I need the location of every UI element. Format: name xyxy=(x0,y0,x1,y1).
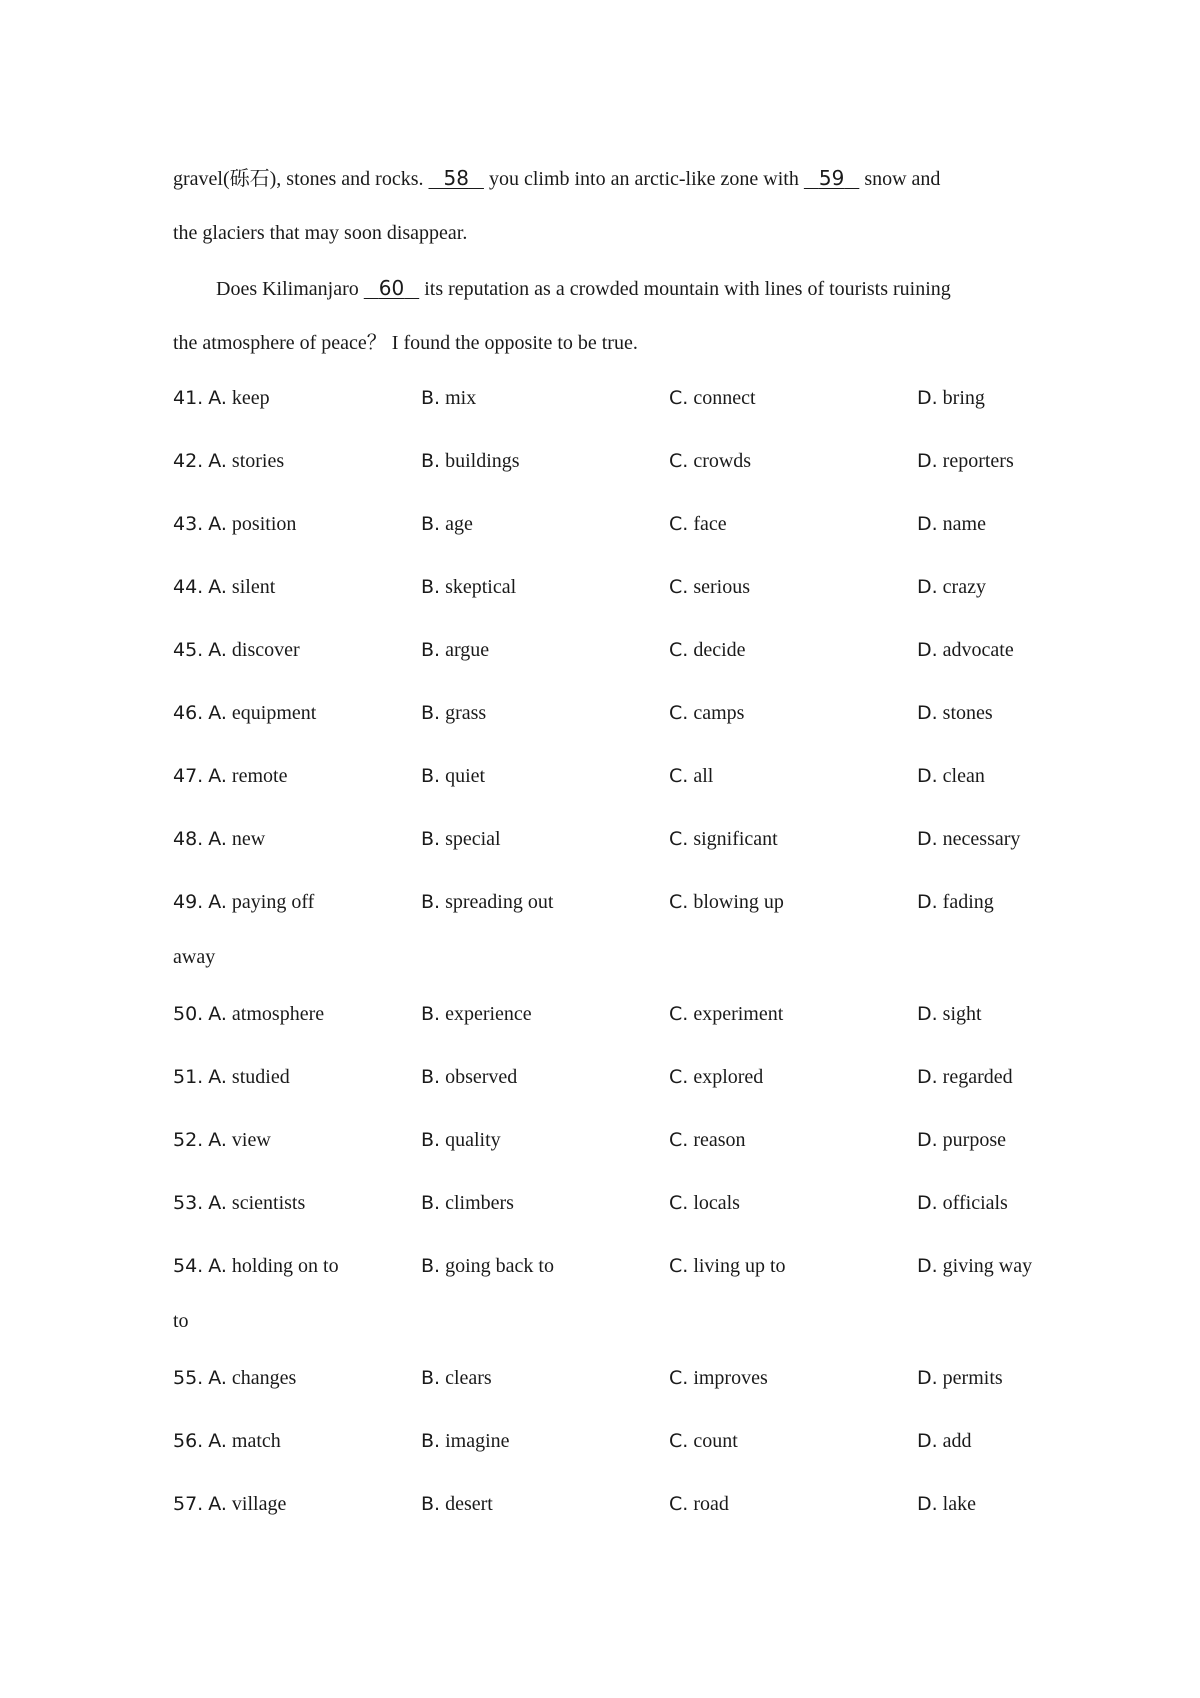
question-row xyxy=(173,825,1053,853)
option-letter: B. xyxy=(421,828,441,850)
question-number: 46. xyxy=(173,702,204,724)
option-letter: D. xyxy=(917,1493,938,1515)
option-text: experiment xyxy=(693,1003,784,1025)
option-text: scientists xyxy=(231,1192,306,1214)
blank-58: 58 xyxy=(443,166,469,190)
option-b xyxy=(421,1126,501,1154)
option-a xyxy=(173,888,314,916)
option-d xyxy=(917,1063,1013,1091)
option-d xyxy=(917,825,1020,853)
option-text: quiet xyxy=(445,765,486,787)
option-letter: A. xyxy=(208,1367,227,1389)
option-letter: A. xyxy=(208,828,227,850)
option-letter: D. xyxy=(917,828,938,850)
option-letter: B. xyxy=(421,1367,441,1389)
option-letter: C. xyxy=(669,765,689,787)
option-text: village xyxy=(231,1493,287,1515)
question-number: 52. xyxy=(173,1129,204,1151)
option-d xyxy=(917,888,994,916)
option-b xyxy=(421,825,501,853)
option-letter: A. xyxy=(208,1129,227,1151)
option-text: road xyxy=(693,1493,729,1515)
option-letter: C. xyxy=(669,513,689,535)
option-letter: B. xyxy=(421,1192,441,1214)
option-c xyxy=(669,1126,746,1154)
question-number: 51. xyxy=(173,1066,204,1088)
question-row xyxy=(173,1364,1053,1392)
option-letter: A. xyxy=(208,765,227,787)
option-letter: A. xyxy=(208,387,227,409)
option-b xyxy=(421,1063,517,1091)
question-number: 43. xyxy=(173,513,204,535)
option-text: crowds xyxy=(693,450,752,472)
option-text: clean xyxy=(942,765,985,787)
option-c xyxy=(669,1427,738,1455)
option-text: reason xyxy=(693,1129,746,1151)
option-letter: B. xyxy=(421,639,441,661)
option-letter: C. xyxy=(669,1192,689,1214)
passage-text: gravel(砾石), stones and rocks. xyxy=(173,168,429,190)
option-c xyxy=(669,384,756,412)
option-letter: B. xyxy=(421,576,441,598)
option-text: skeptical xyxy=(445,576,517,598)
question-row xyxy=(173,1000,1053,1028)
option-c xyxy=(669,1252,786,1280)
option-letter: B. xyxy=(421,891,441,913)
option-text: age xyxy=(445,513,473,535)
question-number: 57. xyxy=(173,1493,204,1515)
option-d xyxy=(917,573,986,601)
option-letter: C. xyxy=(669,702,689,724)
option-text: discover xyxy=(231,639,300,661)
option-text: mix xyxy=(445,387,477,409)
option-letter: C. xyxy=(669,576,689,598)
option-text: imagine xyxy=(445,1430,510,1452)
question-row xyxy=(173,1252,1053,1280)
option-letter: D. xyxy=(917,1003,938,1025)
option-a xyxy=(173,447,284,475)
question-number: 42. xyxy=(173,450,204,472)
option-letter: B. xyxy=(421,1430,441,1452)
option-text: face xyxy=(693,513,727,535)
option-text: holding on to xyxy=(231,1255,339,1277)
option-letter: B. xyxy=(421,513,441,535)
option-b xyxy=(421,699,486,727)
option-letter: D. xyxy=(917,891,938,913)
option-text: studied xyxy=(231,1066,290,1088)
option-d xyxy=(917,1364,1003,1392)
option-text: going back to xyxy=(445,1255,554,1277)
question-number: 53. xyxy=(173,1192,204,1214)
passage-line-2: the glaciers that may soon disappear. xyxy=(173,222,468,244)
option-letter: A. xyxy=(208,1192,227,1214)
question-number: 48. xyxy=(173,828,204,850)
passage-line-4: the atmosphere of peace？ I found the opposite to be true. xyxy=(173,332,638,354)
option-d xyxy=(917,510,986,538)
option-text: argue xyxy=(445,639,490,661)
passage-text: its reputation as a crowded mountain with lines of tourists ruining xyxy=(419,278,951,300)
option-d xyxy=(917,1427,972,1455)
question-row xyxy=(173,384,1053,412)
option-a xyxy=(173,1063,290,1091)
option-text: giving way xyxy=(942,1255,1033,1277)
option-letter: D. xyxy=(917,639,938,661)
option-a xyxy=(173,510,296,538)
option-letter: D. xyxy=(917,1367,938,1389)
option-c xyxy=(669,1364,768,1392)
option-text: count xyxy=(693,1430,738,1452)
question-row xyxy=(173,1189,1053,1217)
question-row xyxy=(173,888,1053,916)
question-row xyxy=(173,762,1053,790)
option-text: camps xyxy=(693,702,745,724)
option-text: living up to xyxy=(693,1255,786,1277)
option-letter: C. xyxy=(669,639,689,661)
option-a xyxy=(173,636,300,664)
option-letter: D. xyxy=(917,576,938,598)
option-c xyxy=(669,762,713,790)
option-letter: D. xyxy=(917,1430,938,1452)
option-text: necessary xyxy=(942,828,1021,850)
option-d xyxy=(917,699,993,727)
option-c xyxy=(669,1000,783,1028)
option-c xyxy=(669,1063,763,1091)
option-letter: B. xyxy=(421,702,441,724)
option-text: keep xyxy=(231,387,270,409)
option-text: all xyxy=(693,765,714,787)
option-letter: D. xyxy=(917,702,938,724)
option-text: atmosphere xyxy=(231,1003,325,1025)
option-letter: B. xyxy=(421,765,441,787)
option-text: lake xyxy=(942,1493,976,1515)
option-letter: C. xyxy=(669,1430,689,1452)
option-text: permits xyxy=(942,1367,1003,1389)
option-a xyxy=(173,699,316,727)
option-text: crazy xyxy=(942,576,986,598)
option-text: observed xyxy=(445,1066,518,1088)
option-d xyxy=(917,1000,982,1028)
blank-59: 59 xyxy=(818,166,845,190)
option-d xyxy=(917,1490,976,1518)
question-number: 49. xyxy=(173,891,204,913)
blank-60: 60 xyxy=(378,276,405,300)
option-letter: D. xyxy=(917,1255,938,1277)
option-text: experience xyxy=(445,1003,532,1025)
option-letter: C. xyxy=(669,1003,689,1025)
option-letter: C. xyxy=(669,1493,689,1515)
passage-text: you climb into an arctic-like zone with xyxy=(483,168,804,190)
option-text: clears xyxy=(445,1367,492,1389)
option-d xyxy=(917,384,985,412)
option-text: significant xyxy=(693,828,778,850)
option-a xyxy=(173,762,287,790)
option-d xyxy=(917,1126,1006,1154)
question-row xyxy=(173,1427,1053,1455)
option-letter: C. xyxy=(669,1255,689,1277)
option-c xyxy=(669,699,744,727)
option-letter: C. xyxy=(669,1367,689,1389)
option-c xyxy=(669,888,784,916)
option-text: new xyxy=(231,828,266,850)
option-a xyxy=(173,1189,305,1217)
option-text: sight xyxy=(942,1003,982,1025)
question-number: 41. xyxy=(173,387,204,409)
option-letter: A. xyxy=(208,576,227,598)
option-a xyxy=(173,1364,296,1392)
option-letter: A. xyxy=(208,1493,227,1515)
option-letter: C. xyxy=(669,387,689,409)
option-d xyxy=(917,447,1014,475)
option-text: view xyxy=(231,1129,271,1151)
passage-text: Does Kilimanjaro xyxy=(216,278,364,300)
option-letter: B. xyxy=(421,1129,441,1151)
option-text: stones xyxy=(942,702,993,724)
option-letter: D. xyxy=(917,1066,938,1088)
option-text: reporters xyxy=(942,450,1014,472)
option-letter: A. xyxy=(208,1430,227,1452)
option-letter: A. xyxy=(208,702,227,724)
option-text: paying off xyxy=(231,891,315,913)
option-letter: B. xyxy=(421,1003,441,1025)
option-a xyxy=(173,1490,286,1518)
option-c xyxy=(669,1490,729,1518)
option-text: serious xyxy=(693,576,750,598)
option-c xyxy=(669,573,750,601)
option-letter: C. xyxy=(669,1129,689,1151)
option-text: add xyxy=(942,1430,972,1452)
option-a xyxy=(173,1000,324,1028)
option-text: advocate xyxy=(942,639,1014,661)
option-text: desert xyxy=(445,1493,493,1515)
option-text: fading xyxy=(942,891,994,913)
option-text: regarded xyxy=(942,1066,1013,1088)
question-row xyxy=(173,1126,1053,1154)
option-b xyxy=(421,888,553,916)
option-a xyxy=(173,1252,339,1280)
question-row xyxy=(173,573,1053,601)
option-letter: C. xyxy=(669,450,689,472)
question-number: 54. xyxy=(173,1255,204,1277)
question-row xyxy=(173,1490,1053,1518)
option-text: explored xyxy=(693,1066,764,1088)
option-letter: D. xyxy=(917,1192,938,1214)
option-text: silent xyxy=(231,576,276,598)
question-row xyxy=(173,699,1053,727)
option-letter: B. xyxy=(421,450,441,472)
option-letter: A. xyxy=(208,450,227,472)
option-text: bring xyxy=(942,387,985,409)
option-letter: B. xyxy=(421,1255,441,1277)
question-row xyxy=(173,1063,1053,1091)
question-row xyxy=(173,447,1053,475)
option-d xyxy=(917,762,985,790)
option-text: remote xyxy=(231,765,288,787)
option-b xyxy=(421,1427,510,1455)
option-letter: D. xyxy=(917,765,938,787)
option-b xyxy=(421,1490,493,1518)
question-number: 44. xyxy=(173,576,204,598)
option-d xyxy=(917,1189,1008,1217)
question-number: 56. xyxy=(173,1430,204,1452)
option-letter: A. xyxy=(208,1066,227,1088)
option-text: position xyxy=(231,513,297,535)
option-b xyxy=(421,447,520,475)
option-a xyxy=(173,825,265,853)
option-text: decide xyxy=(693,639,746,661)
option-wrap-text: away xyxy=(173,946,216,968)
option-text: buildings xyxy=(445,450,520,472)
option-b xyxy=(421,1000,532,1028)
option-b xyxy=(421,384,476,412)
option-letter: D. xyxy=(917,1129,938,1151)
option-b xyxy=(421,573,516,601)
option-letter: D. xyxy=(917,387,938,409)
option-text: grass xyxy=(445,702,487,724)
option-letter: D. xyxy=(917,513,938,535)
option-text: match xyxy=(231,1430,281,1452)
option-text: purpose xyxy=(942,1129,1006,1151)
question-number: 55. xyxy=(173,1367,204,1389)
option-text: changes xyxy=(231,1367,297,1389)
option-text: blowing up xyxy=(693,891,784,913)
option-c xyxy=(669,825,778,853)
option-text: quality xyxy=(445,1129,501,1151)
option-letter: C. xyxy=(669,891,689,913)
option-letter: C. xyxy=(669,828,689,850)
passage-line-1 xyxy=(173,166,1043,191)
option-text: spreading out xyxy=(445,891,554,913)
option-letter: B. xyxy=(421,1493,441,1515)
question-number: 50. xyxy=(173,1003,204,1025)
option-a xyxy=(173,573,275,601)
question-row xyxy=(173,510,1053,538)
option-text: locals xyxy=(693,1192,740,1214)
option-b xyxy=(421,636,489,664)
option-letter: A. xyxy=(208,639,227,661)
option-text: improves xyxy=(693,1367,768,1389)
option-text: officials xyxy=(942,1192,1008,1214)
passage-text: snow and xyxy=(859,168,941,190)
option-text: special xyxy=(445,828,501,850)
option-d xyxy=(917,636,1014,664)
option-c xyxy=(669,447,751,475)
option-a xyxy=(173,1126,271,1154)
question-number: 47. xyxy=(173,765,204,787)
option-letter: A. xyxy=(208,513,227,535)
option-letter: B. xyxy=(421,1066,441,1088)
option-letter: A. xyxy=(208,891,227,913)
question-row xyxy=(173,636,1053,664)
option-wrap-text: to xyxy=(173,1310,189,1332)
option-text: name xyxy=(942,513,986,535)
option-letter: C. xyxy=(669,1066,689,1088)
option-letter: B. xyxy=(421,387,441,409)
option-a xyxy=(173,384,270,412)
option-d xyxy=(917,1252,1032,1280)
option-letter: D. xyxy=(917,450,938,472)
option-b xyxy=(421,1364,492,1392)
option-text: stories xyxy=(231,450,285,472)
option-text: equipment xyxy=(231,702,317,724)
option-b xyxy=(421,510,473,538)
option-c xyxy=(669,510,727,538)
option-text: climbers xyxy=(445,1192,514,1214)
option-b xyxy=(421,762,485,790)
option-a xyxy=(173,1427,281,1455)
option-b xyxy=(421,1252,554,1280)
option-letter: A. xyxy=(208,1003,227,1025)
option-text: connect xyxy=(693,387,756,409)
passage-line-3 xyxy=(216,276,1086,301)
option-letter: A. xyxy=(208,1255,227,1277)
option-c xyxy=(669,636,746,664)
option-c xyxy=(669,1189,740,1217)
question-number: 45. xyxy=(173,639,204,661)
option-b xyxy=(421,1189,514,1217)
